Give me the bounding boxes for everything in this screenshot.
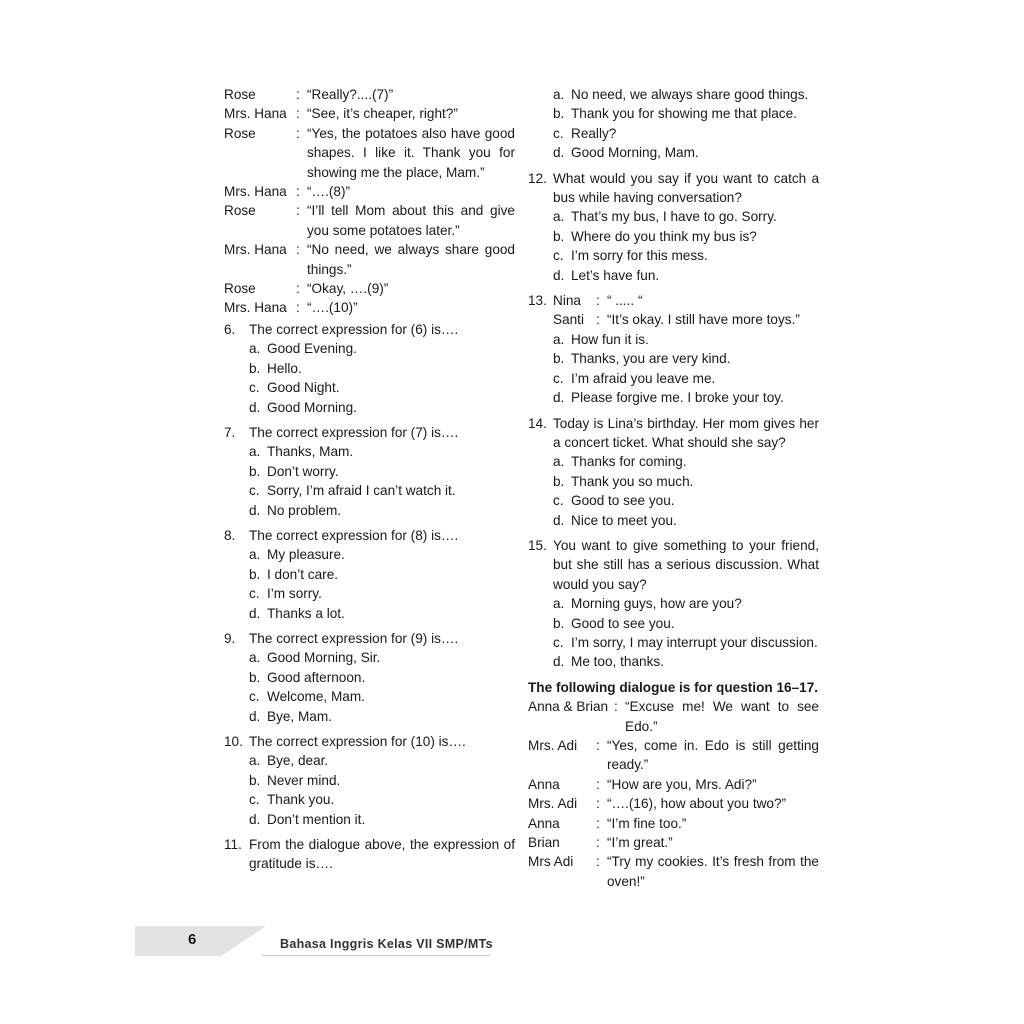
option-c[interactable]: c. Thank you. [249, 792, 335, 808]
option-a[interactable]: a. Thanks, Mam. [249, 444, 354, 460]
utterance: “How are you, Mrs. Adi?” [607, 776, 757, 792]
dialogue-line: Rose : “Yes, the potatoes also have good shapes. I like it. Thank you for showing me the place, Mam.” [224, 124, 515, 182]
option-b[interactable]: b. Never mind. [249, 772, 341, 788]
option-a[interactable]: a. Thanks for coming. [553, 454, 687, 470]
option-b[interactable]: b. Don’t worry. [249, 463, 339, 479]
speaker: Mrs. Hana [224, 242, 287, 258]
option-d[interactable]: d. Bye, Mam. [249, 708, 332, 724]
option-c[interactable]: c. I’m afraid you leave me. [553, 370, 716, 386]
question-13 [528, 291, 819, 407]
question-text: You want to give something to your friend, but she still has a serious discussion. What would you say? [553, 537, 819, 592]
speaker: Anna [528, 815, 560, 831]
dialogue-2 [528, 697, 819, 891]
speaker: Mrs. Hana [224, 300, 287, 316]
utterance: “I’m fine too.” [607, 815, 687, 831]
speaker: Nina [553, 293, 581, 309]
option-b[interactable]: b. Thank you so much. [553, 473, 694, 489]
option-d[interactable]: d. Good Morning. [249, 399, 357, 415]
question-11-options [528, 85, 819, 163]
option-a[interactable]: a. How fun it is. [553, 331, 649, 347]
question-number: 12. [528, 170, 547, 186]
option-b[interactable]: b. I don’t care. [249, 566, 339, 582]
footer-band-tip [221, 926, 266, 956]
utterance: “Yes, the potatoes also have good shapes. I like it. Thank you for showing me the place, Mam.” [307, 125, 515, 180]
speaker: Santi [553, 312, 584, 328]
option-b[interactable]: b. Good afternoon. [249, 669, 366, 685]
option-a[interactable]: a. Good Morning, Sir. [249, 650, 381, 666]
question-text: The correct expression for (8) is…. [249, 527, 459, 543]
dialogue-line: Mrs. Hana : “No need, we always share good things.” [224, 240, 515, 279]
question-text: From the dialogue above, the expression of gratitude is…. [249, 837, 515, 872]
option-b[interactable]: b. Good to see you. [553, 615, 675, 631]
question-15 [528, 536, 819, 672]
dialogue-line: Anna : “How are you, Mrs. Adi?” [528, 775, 819, 794]
question-text: The correct expression for (7) is…. [249, 424, 459, 440]
utterance: “….(8)” [307, 184, 351, 200]
question-dialogue [553, 291, 819, 330]
option-b[interactable]: b. Thanks, you are very kind. [553, 351, 731, 367]
option-d[interactable]: d. Please forgive me. I broke your toy. [553, 390, 784, 406]
question-text: The correct expression for (9) is…. [249, 630, 459, 646]
dialogue-line: Rose : “Okay, ….(9)” [224, 279, 515, 298]
question-number: 9. [224, 630, 236, 646]
question-text: The correct expression for (10) is…. [249, 734, 466, 749]
option-c[interactable]: c. I’m sorry for this mess. [553, 248, 708, 264]
speaker: Anna & Brian [528, 699, 609, 715]
speaker: Mrs. Adi [528, 738, 578, 753]
option-a[interactable]: a. Morning guys, how are you? [553, 596, 742, 612]
option-a[interactable]: a. That’s my bus, I have to go. Sorry. [553, 209, 777, 225]
question-text: The correct expression for (6) is…. [249, 321, 459, 337]
speaker: Mrs. Hana [224, 184, 287, 200]
footer-rule [262, 955, 490, 956]
dialogue-line: Nina : “ ..... “ [553, 291, 819, 310]
option-c[interactable]: c. Sorry, I’m afraid I can’t watch it. [249, 483, 456, 499]
right-column [528, 85, 819, 891]
dialogue-line: Mrs. Hana : “….(10)” [224, 298, 515, 317]
speaker: Mrs. Adi [528, 796, 578, 812]
option-b[interactable]: b. Hello. [249, 360, 302, 376]
question-number: 6. [224, 321, 236, 337]
question-9 [224, 629, 515, 726]
footer-band [135, 926, 221, 956]
option-d[interactable]: d. Don’t mention it. [249, 811, 366, 827]
question-text: What would you say if you want to catch a bus while having conversation? [553, 170, 819, 206]
option-c[interactable]: c. I’m sorry, I may interrupt your discussion. [553, 634, 818, 650]
question-text: Today is Lina’s birthday. Her mom gives her a concert ticket. What should she say? [553, 415, 819, 450]
option-a[interactable]: a. Bye, dear. [249, 753, 329, 769]
option-c[interactable]: c. Welcome, Mam. [249, 689, 365, 705]
dialogue-line: Mrs. Adi : “….(16), how about you two?” [528, 794, 819, 813]
question-number: 10. [224, 734, 243, 749]
option-c[interactable]: c. I’m sorry. [249, 586, 322, 602]
speaker: Rose [224, 87, 256, 102]
question-8 [224, 526, 515, 623]
utterance: “No need, we always share good things.” [307, 242, 515, 277]
dialogue-1 [224, 85, 515, 318]
dialogue-line: Anna : “I’m fine too.” [528, 814, 819, 833]
dialogue-line: Rose : “Really?....(7)” [224, 85, 515, 104]
speaker: Anna [528, 776, 560, 792]
option-c[interactable]: c. Good Night. [249, 380, 340, 396]
option-c[interactable]: c. Good to see you. [553, 493, 675, 509]
option-d[interactable]: d. Thanks a lot. [249, 605, 345, 621]
utterance: “Okay, ….(9)” [307, 281, 389, 297]
utterance: “ ..... “ [607, 293, 643, 309]
utterance: “Excuse me! We want to see Edo.” [625, 699, 819, 734]
question-7 [224, 423, 515, 520]
speaker: Brian [528, 835, 560, 851]
speaker: Rose [224, 281, 256, 297]
speaker: Mrs Adi [528, 854, 574, 870]
question-number: 7. [224, 424, 236, 440]
option-a[interactable]: a. Good Evening. [249, 341, 357, 357]
question-number: 15. [528, 537, 547, 553]
book-title: Bahasa Inggris Kelas VII SMP/MTs [280, 937, 493, 951]
utterance: “I’m great.” [607, 835, 673, 851]
option-d[interactable]: d. Nice to meet you. [553, 512, 677, 528]
left-column [224, 85, 515, 874]
option-a[interactable]: a. My pleasure. [249, 547, 345, 563]
utterance: “Yes, come in. Edo is still getting ready.” [607, 738, 819, 773]
dialogue-line: Mrs. Hana : “See, it’s cheaper, right?” [224, 104, 515, 123]
question-12 [528, 169, 819, 285]
option-d[interactable]: d. Let’s have fun. [553, 267, 660, 283]
utterance: “….(10)” [307, 300, 358, 316]
utterance: “It’s okay. I still have more toys.” [607, 312, 800, 328]
question-number: 14. [528, 415, 547, 431]
question-10 [224, 732, 515, 829]
option-d[interactable]: d. Good Morning, Mam. [553, 145, 699, 161]
dialogue-line: Mrs Adi : “Try my cookies. It’s fresh from the oven!” [528, 852, 819, 891]
utterance: “I’ll tell Mom about this and give you some potatoes later.” [307, 203, 515, 238]
utterance: “Really?....(7)” [307, 87, 394, 102]
question-number: 11. [224, 837, 242, 853]
utterance: “….(16), how about you two?” [607, 796, 787, 812]
dialogue-line: Rose : “I’ll tell Mom about this and give you some potatoes later.” [224, 201, 515, 240]
option-c[interactable]: c. Really? [553, 125, 617, 141]
question-6 [224, 320, 515, 417]
dialogue-line: Mrs. Adi : “Yes, come in. Edo is still getting ready.” [528, 736, 819, 775]
utterance: “See, it’s cheaper, right?” [307, 106, 458, 122]
question-14 [528, 414, 819, 530]
question-number: 13. [528, 293, 547, 309]
question-11 [224, 835, 515, 874]
speaker: Rose [224, 203, 256, 219]
section-heading: The following dialogue is for question 16–17. [528, 679, 819, 695]
question-number: 8. [224, 527, 236, 543]
option-a[interactable]: a. No need, we always share good things. [553, 87, 809, 102]
dialogue-line: Anna & Brian : “Excuse me! We want to see Edo.” [528, 697, 819, 736]
option-b[interactable]: b. Where do you think my bus is? [553, 228, 757, 244]
dialogue-line: Brian : “I’m great.” [528, 833, 819, 852]
speaker: Rose [224, 125, 256, 141]
dialogue-line: Mrs. Hana : “….(8)” [224, 182, 515, 201]
page-number: 6 [188, 931, 197, 948]
dialogue-line: Santi : “It’s okay. I still have more toys.” [553, 310, 819, 329]
utterance: “Try my cookies. It’s fresh from the oven!” [607, 854, 819, 889]
option-b[interactable]: b. Thank you for showing me that place. [553, 106, 797, 122]
speaker: Mrs. Hana [224, 106, 287, 122]
option-d[interactable]: d. Me too, thanks. [553, 654, 664, 670]
option-d[interactable]: d. No problem. [249, 502, 342, 518]
